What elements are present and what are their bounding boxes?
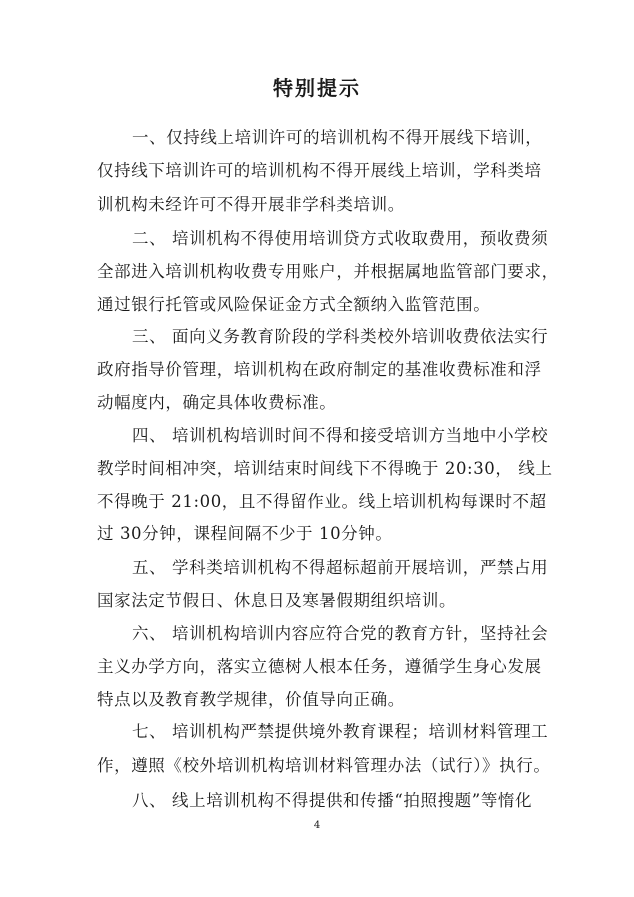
paragraph-2-line-3: 通过银行托管或风险保证金方式全额纳入监管范围。 — [97, 295, 491, 314]
paragraph-4-line-1: 四、 培训机构培训时间不得和接受培训方当地中小学校 — [132, 426, 549, 445]
paragraph-5-line-1: 五、 学科类培训机构不得超标超前开展培训，严禁占用 — [132, 558, 549, 577]
paragraph-1-line-2: 仅持线下培训许可的培训机构不得开展线上培训，学科类培 — [97, 161, 542, 180]
paragraph-6-line-1: 六、 培训机构培训内容应符合党的教育方针，坚持社会 — [132, 624, 549, 643]
paragraph-5-line-2: 国家法定节假日、休息日及寒暑假期组织培训。 — [97, 591, 457, 610]
document-title: 特别提示 — [273, 76, 361, 100]
paragraph-6-line-2: 主义办学方向，落实立德树人根本任务，遵循学生身心发展 — [97, 657, 542, 676]
paragraph-7-line-1: 七、 培训机构严禁提供境外教育课程；培训材料管理工 — [132, 722, 549, 741]
paragraph-3-line-1: 三、 面向义务教育阶段的学科类校外培训收费依法实行 — [132, 327, 549, 346]
paragraph-1-line-3: 训机构未经许可不得开展非学科类培训。 — [97, 195, 405, 214]
paragraph-2-line-1: 二、 培训机构不得使用培训贷方式收取费用，预收费须 — [132, 229, 549, 248]
paragraph-4-line-3: 不得晚于 21:00，且不得留作业。线上培训机构每课时不超 — [97, 492, 547, 511]
paragraph-4-line-2: 教学时间相冲突，培训结束时间线下不得晚于 20:30， 线上 — [97, 459, 553, 478]
paragraph-8-line-1: 八、 线上培训机构不得提供和传播“拍照搜题”等惰化 — [132, 791, 533, 810]
paragraph-3-line-2: 政府指导价管理，培训机构在政府制定的基准收费标准和浮 — [97, 360, 542, 379]
page-number: 4 — [313, 820, 321, 831]
paragraph-1-line-1: 一、仅持线上培训许可的培训机构不得开展线下培训， — [132, 128, 543, 147]
paragraph-6-line-3: 特点以及教育教学规律，价值导向正确。 — [97, 690, 405, 709]
paragraph-2-line-2: 全部进入培训机构收费专用账户，并根据属地监管部门要求， — [97, 262, 559, 281]
paragraph-3-line-3: 动幅度内，确定具体收费标准。 — [97, 393, 337, 412]
paragraph-7-line-2: 作，遵照《校外培训机构培训材料管理办法（试行）》执行。 — [97, 756, 551, 775]
paragraph-4-line-4: 过 30分钟，课程间隔不少于 10分钟。 — [97, 524, 393, 543]
